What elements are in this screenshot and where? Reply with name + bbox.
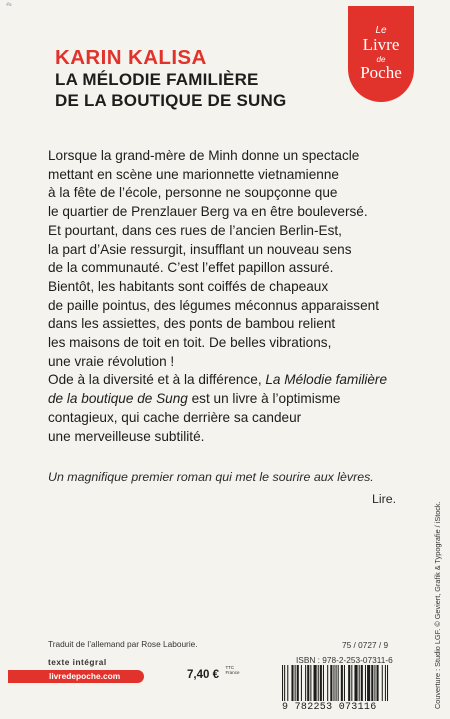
- blurb-line: à la fête de l’école, personne ne soupçonne que: [48, 185, 338, 201]
- pen-mark: 4a: [6, 2, 12, 8]
- website-banner: [8, 670, 144, 683]
- press-quote-text: Un magnifique premier roman qui met le sourire aux lèvres.: [48, 470, 374, 484]
- book-title-line-1: LA MÉLODIE FAMILIÈRE: [55, 70, 259, 89]
- press-quote-source: Lire.: [372, 492, 397, 506]
- blurb-line: les maisons de toit en toit. De belles vibrations,: [48, 335, 332, 351]
- blurb: [48, 147, 410, 446]
- blurb-line-text: Ode à la diversité et à la différence,: [48, 372, 266, 388]
- price-value: 7,40 €: [187, 669, 219, 681]
- blurb-line-text: est un livre à l’optimisme: [187, 391, 341, 407]
- logo-poche: Poche: [360, 63, 402, 82]
- blurb-line: mettant en scène une marionnette vietnamienne: [48, 166, 339, 182]
- book-title-line-2: DE LA BOUTIQUE DE SUNG: [55, 91, 287, 110]
- price: [187, 665, 239, 683]
- cover-header: [55, 47, 345, 111]
- logo-le: Le: [375, 25, 387, 36]
- blurb-line: une vraie révolution !: [48, 353, 175, 369]
- blurb-line: [48, 371, 410, 390]
- author-name: KARIN KALISA: [55, 46, 207, 69]
- blurb-line: la part d’Asie ressurgit, insufflant un nouveau sens: [48, 241, 352, 257]
- integral-text-label: texte intégral: [48, 657, 107, 667]
- blurb-line: une merveilleuse subtilité.: [48, 428, 205, 444]
- logo-de: de: [376, 55, 386, 64]
- press-quote: [48, 468, 410, 486]
- blurb-line: de la communauté. C’est l’effet papillon assuré.: [48, 260, 334, 276]
- isbn: ISBN : 978-2-253-07311-6: [296, 655, 393, 665]
- blurb-line: [48, 390, 410, 409]
- blurb-line: Et pourtant, dans ces rues de l’ancien Berlin-Est,: [48, 222, 342, 238]
- blurb-line: Bientôt, les habitants sont coiffés de chapeaux: [48, 278, 329, 294]
- blurb-line: le quartier de Prenzlauer Berg va en être bouleversé.: [48, 204, 368, 220]
- translator-credit: Traduit de l’allemand par Rose Labourie.: [48, 639, 198, 649]
- blurb-line: contagieux, qui cache derrière sa candeur: [48, 409, 302, 425]
- catalog-code: 75 / 0727 / 9: [342, 640, 389, 650]
- barcode-number: 9 782253 073116: [282, 702, 377, 713]
- blurb-line: dans les assiettes, des ponts de bambou relient: [48, 316, 336, 332]
- price-country: France: [225, 670, 240, 675]
- blurb-title-italic: La Mélodie familière: [265, 372, 388, 388]
- publisher-logo: [348, 6, 414, 102]
- price-ttc: TTC: [225, 665, 235, 670]
- blurb-line: Lorsque la grand-mère de Minh donne un spectacle: [48, 148, 360, 163]
- website-url: livredepoche.com: [49, 671, 121, 681]
- blurb-line: de paille pointus, des légumes méconnus apparaissent: [48, 297, 379, 313]
- logo-livre: Livre: [362, 35, 400, 54]
- cover-credit: Couverture : Studio LGF. © Geviert, Grafik & Typografie / iStock.: [433, 501, 442, 709]
- price-meta: [225, 665, 239, 675]
- blurb-title-italic-cont: de la boutique de Sung: [48, 391, 188, 407]
